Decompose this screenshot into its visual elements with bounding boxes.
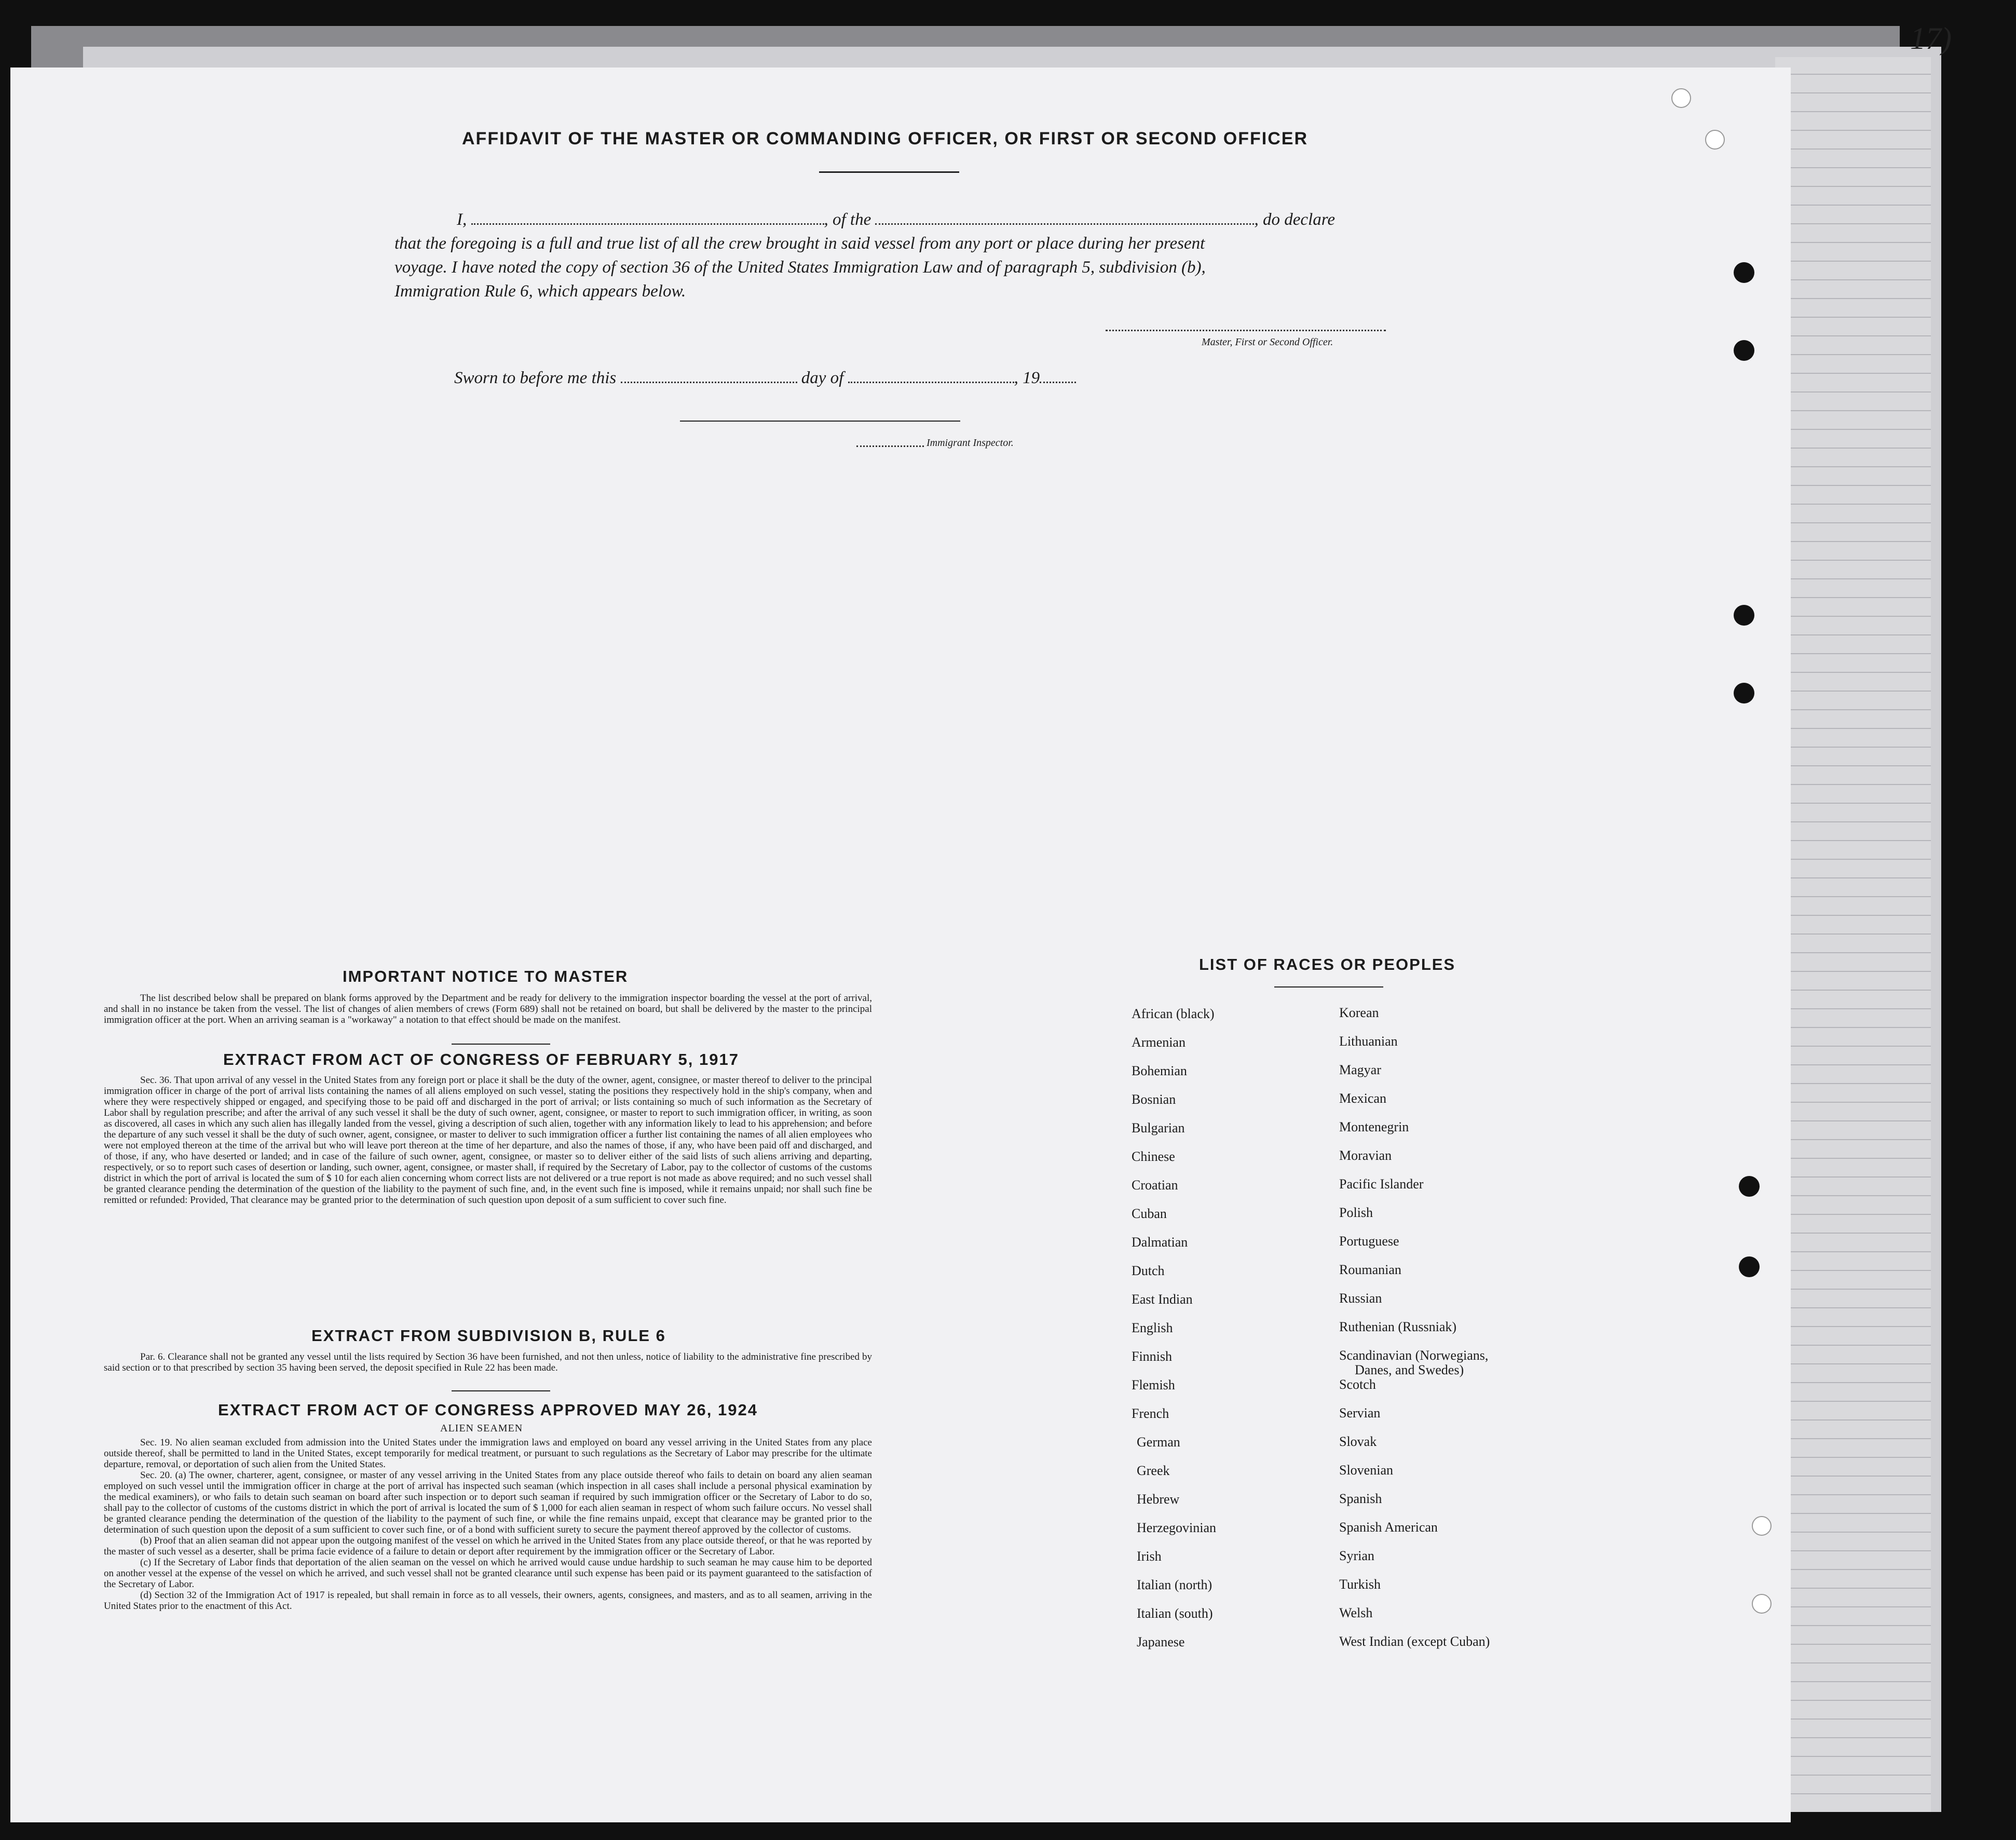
- binder-hole-icon: [1734, 340, 1754, 361]
- race-item: Irish: [1137, 1549, 1162, 1564]
- race-item: Hebrew: [1137, 1492, 1180, 1507]
- binder-hole-icon: [1734, 683, 1754, 703]
- year-prefix: , 19: [1014, 369, 1040, 387]
- race-item: Syrian: [1339, 1548, 1374, 1563]
- race-item: Bulgarian: [1132, 1120, 1185, 1135]
- race-item: Lithuanian: [1339, 1034, 1398, 1049]
- race-item: Bohemian: [1132, 1063, 1187, 1078]
- notice-text: [104, 993, 872, 1025]
- race-item: West Indian (except Cuban): [1339, 1634, 1490, 1649]
- race-item: Croatian: [1132, 1178, 1178, 1193]
- affidavit-line-3: voyage. I have noted the copy of section 36 of the United States Immigration Law and of paragraph 5, subdivision (b),: [394, 258, 1206, 277]
- race-item: Dutch: [1132, 1263, 1165, 1278]
- races-rule: [1274, 986, 1383, 987]
- sworn-label: Sworn to before me this: [454, 369, 617, 387]
- declarant-prefix: I,: [457, 210, 467, 229]
- race-item: Magyar: [1339, 1062, 1381, 1077]
- title-rule: [819, 171, 959, 173]
- race-item: Korean: [1339, 1005, 1379, 1020]
- binder-hole-icon: [1705, 130, 1725, 150]
- race-item: German: [1137, 1435, 1180, 1450]
- race-item: Spanish: [1339, 1491, 1382, 1506]
- extract-1917-title: EXTRACT FROM ACT OF CONGRESS OF FEBRUARY 5, 1917: [223, 1050, 739, 1068]
- race-item: Chinese: [1132, 1149, 1175, 1164]
- extract-rule6-text: [104, 1351, 872, 1373]
- sec-20c-paragraph: (c) If the Secretary of Labor finds that deportation of the alien seaman on the vessel on which he arrived would cause undue hardship to such seaman he may cause him to be deported on another vessel at the expense of the vessel on which he arrived, and such vessel shall not be granted clearance until such expense has been paid or its payment guaranteed to the satisfaction of the Secretary of Labor.: [104, 1557, 872, 1590]
- sec-20d-paragraph: (d) Section 32 of the Immigration Act of 1917 is repealed, but shall remain in force as to all vessels, their owners, agents, consignees, and masters, and as to all seamen, arriving in the United States prior to the enactment of this Act.: [104, 1590, 872, 1612]
- race-item: Slovenian: [1339, 1463, 1393, 1478]
- extract-rule6-title: EXTRACT FROM SUBDIVISION B, RULE 6: [311, 1327, 666, 1345]
- race-item: Montenegrin: [1339, 1119, 1409, 1134]
- sec-20a-paragraph: Sec. 20. (a) The owner, charterer, agent, consignee, or master of any vessel arriving in the United States from any place outside thereof who fails to detain on board any alien seaman employed on such vessel until the immigration officer in charge at the port of arrival has inspected such seaman (which inspection in all cases shall include a personal physical examination by the medical examiners), or who fails to detain such seaman on board after such inspection or to deport such seaman if required by such immigration officer or the Secretary of Labor to do so, shall pay to the collector of customs of the customs district in which the port of arrival is located the sum of $ 1,000 for each alien seaman in respect of whom such failure occurs. No vessel shall be granted clearance pending the determination of the question of the liability to the payment of such fine, or while the fine remains unpaid, except that clearance may be granted prior to the determination of such question upon the deposit of a sum sufficient to cover such fine, or of a bond with sufficient surety to secure the payment thereof approved by the collector of customs.: [104, 1470, 872, 1535]
- race-item: Greek: [1137, 1463, 1170, 1478]
- race-item: Cuban: [1132, 1206, 1167, 1221]
- binder-hole-icon: [1734, 262, 1754, 283]
- binder-hole-icon: [1752, 1516, 1772, 1536]
- notice-title: IMPORTANT NOTICE TO MASTER: [343, 967, 629, 985]
- vessel-name-field[interactable]: [875, 223, 1254, 225]
- race-item: Flemish: [1132, 1377, 1175, 1392]
- race-item: Mexican: [1339, 1091, 1386, 1106]
- race-item: Dalmatian: [1132, 1235, 1188, 1250]
- race-item: African (black): [1132, 1006, 1215, 1021]
- binder-hole-icon: [1739, 1256, 1760, 1277]
- race-item: Portuguese: [1339, 1234, 1399, 1249]
- race-item: Scandinavian (Norwegians,: [1339, 1348, 1489, 1363]
- binder-hole-icon: [1671, 88, 1691, 108]
- race-item: Danes, and Swedes): [1355, 1362, 1464, 1377]
- extract-1924-title: EXTRACT FROM ACT OF CONGRESS APPROVED MAY 26, 1924: [218, 1401, 758, 1419]
- race-item: Finnish: [1132, 1349, 1173, 1364]
- month-field[interactable]: [848, 382, 1014, 383]
- handwritten-page-number: 17): [1910, 21, 1952, 56]
- race-item: Russian: [1339, 1291, 1382, 1306]
- race-item: Pacific Islander: [1339, 1176, 1424, 1192]
- race-item: Welsh: [1339, 1605, 1373, 1620]
- race-item: Roumanian: [1339, 1262, 1401, 1277]
- sec-19-paragraph: Sec. 19. No alien seaman excluded from admission into the United States under the immigration laws and employed on board any vessel arriving in the United States from any place outside thereof, shall be permitted to land in the United States, except temporarily for medical treatment, or pursuant to such regulations as the Secretary of Labor may prescribe for the ultimate departure, removal, or deportation of such alien from the United States.: [104, 1437, 872, 1470]
- race-item: Japanese: [1137, 1634, 1185, 1649]
- day-field[interactable]: [621, 382, 797, 383]
- year-field[interactable]: [1040, 382, 1076, 383]
- signature-label: Master, First or Second Officer.: [1202, 336, 1333, 348]
- race-item: Italian (north): [1137, 1577, 1213, 1592]
- inspector-signature-field[interactable]: [680, 421, 960, 422]
- form-page: [10, 67, 1791, 1822]
- race-item: Polish: [1339, 1205, 1373, 1220]
- race-item: Turkish: [1339, 1577, 1381, 1592]
- race-item: East Indian: [1132, 1292, 1193, 1307]
- inspector-dots: [856, 445, 924, 447]
- race-item: Armenian: [1132, 1035, 1186, 1050]
- declare-label: , do declare: [1254, 210, 1335, 229]
- race-item: Italian (south): [1137, 1606, 1213, 1621]
- notice-rule: [452, 1044, 550, 1045]
- race-item: Spanish American: [1339, 1520, 1438, 1535]
- race-item: French: [1132, 1406, 1169, 1421]
- day-of-label: day of: [801, 369, 844, 387]
- signature-field[interactable]: [1106, 330, 1386, 331]
- declarant-name-field[interactable]: [471, 223, 824, 225]
- sworn-line: [454, 366, 1076, 390]
- race-item: Servian: [1339, 1405, 1381, 1420]
- affidavit-line-2: that the foregoing is a full and true list of all the crew brought in said vessel from any port or place during her present: [394, 234, 1205, 253]
- binder-hole-icon: [1734, 605, 1754, 626]
- races-title: LIST OF RACES OR PEOPLES: [1199, 955, 1456, 973]
- back-sheet-ledger: [1775, 57, 1931, 1812]
- race-item: Bosnian: [1132, 1092, 1176, 1107]
- race-item: Slovak: [1339, 1434, 1377, 1449]
- binder-hole-icon: [1752, 1594, 1772, 1614]
- rule6-rule: [452, 1390, 550, 1391]
- inspector-label: Immigrant Inspector.: [927, 437, 1014, 449]
- race-item: Ruthenian (Russniak): [1339, 1319, 1457, 1334]
- race-item: Moravian: [1339, 1148, 1392, 1163]
- sec-20b-paragraph: (b) Proof that an alien seaman did not appear upon the outgoing manifest of the vessel on which he arrived in the United States from any place outside thereof, or that he was reported by the master of such vessel as a deserter, shall be prima facie evidence of a failure to detain or deport after requirement by the immigration officer or the Secretary of Labor.: [104, 1535, 872, 1557]
- extract-1917-text: [104, 1075, 872, 1206]
- extract-1924-text: [104, 1437, 872, 1612]
- notice-paragraph: The list described below shall be prepared on blank forms approved by the Department and be ready for delivery to the immigration inspector boarding the vessel at the port of arrival, and shall in no instance be taken from the vessel. The list of changes of alien members of crews (Form 689) shall not be retained on board, but shall be delivered by the master to the principal immigration officer at the port. When an arriving seaman is a "workaway" a notation to that effect should be made on the manifest.: [104, 993, 872, 1025]
- of-the-label: , of the: [824, 210, 871, 229]
- race-item: Scotch: [1339, 1377, 1376, 1392]
- binder-hole-icon: [1739, 1176, 1760, 1197]
- affidavit-title: AFFIDAVIT OF THE MASTER OR COMMANDING OFFICER, OR FIRST OR SECOND OFFICER: [462, 129, 1308, 148]
- affidavit-line-4: Immigration Rule 6, which appears below.: [394, 282, 686, 301]
- race-item: English: [1132, 1320, 1173, 1335]
- affidavit-line-1: [457, 208, 1335, 232]
- sec-36-paragraph: Sec. 36. That upon arrival of any vessel in the United States from any foreign port or place it shall be the duty of the owner, agent, consignee, or master thereof to deliver to the principal immigration officer in charge of the port of arrival lists containing the names of all aliens employed on such vessel, stating the positions they respectively hold in the ship's company, when and where they were respectively shipped or engaged, and specifying those to be paid off and discharged in the port of arrival; or lists containing so much of such information as the Secretary of Labor shall by regulation prescribe; and after the arrival of any such vessel it shall be the duty of such owner, agent, consignee, or master to report to such immigration officer, in writing, as soon as discovered, all cases in which any such alien has illegally landed from the vessel, giving a description of such alien, together with any information likely to lead to his apprehension; and before the departure of any such vessel it shall be the duty of such owner, agent, consignee, or master to deliver to such immigration officer a further list containing the names of all alien employees who were not employed thereon at the time of the arrival but who will leave port thereon at the time of her departure, and also the names of those, if any, who have been paid off and discharged, and of those, if any, who have deserted or landed; and in case of the failure of such owner, agent, consignee, or master so to deliver either of the said lists of such aliens arriving and departing, respectively, or so to report such cases of desertion or landing, such owner, agent, consignee, or master shall, if required by the Secretary of Labor, pay to the collector of customs of the customs district in which the port of arrival is located the sum of $ 10 for each alien concerning whom correct lists are not delivered or a true report is not made as above required; and no such vessel shall be granted clearance pending the determination of the question of the liability to the payment of such fine, and, in the event such fine is imposed, while it remains unpaid; nor shall such fine be remitted or refunded: Provided, That clearance may be granted prior to the determination of such question upon deposit of a sum sufficient to cover such fine.: [104, 1075, 872, 1206]
- par-6-paragraph: Par. 6. Clearance shall not be granted any vessel until the lists required by Section 36 have been furnished, and not then unless, notice of liability to the administrative fine prescribed by said section or to that prescribed by section 35 having been served, the deposit specified in Rule 22 has been made.: [104, 1351, 872, 1373]
- race-item: Herzegovinian: [1137, 1520, 1217, 1535]
- alien-seamen-subtitle: ALIEN SEAMEN: [440, 1423, 523, 1434]
